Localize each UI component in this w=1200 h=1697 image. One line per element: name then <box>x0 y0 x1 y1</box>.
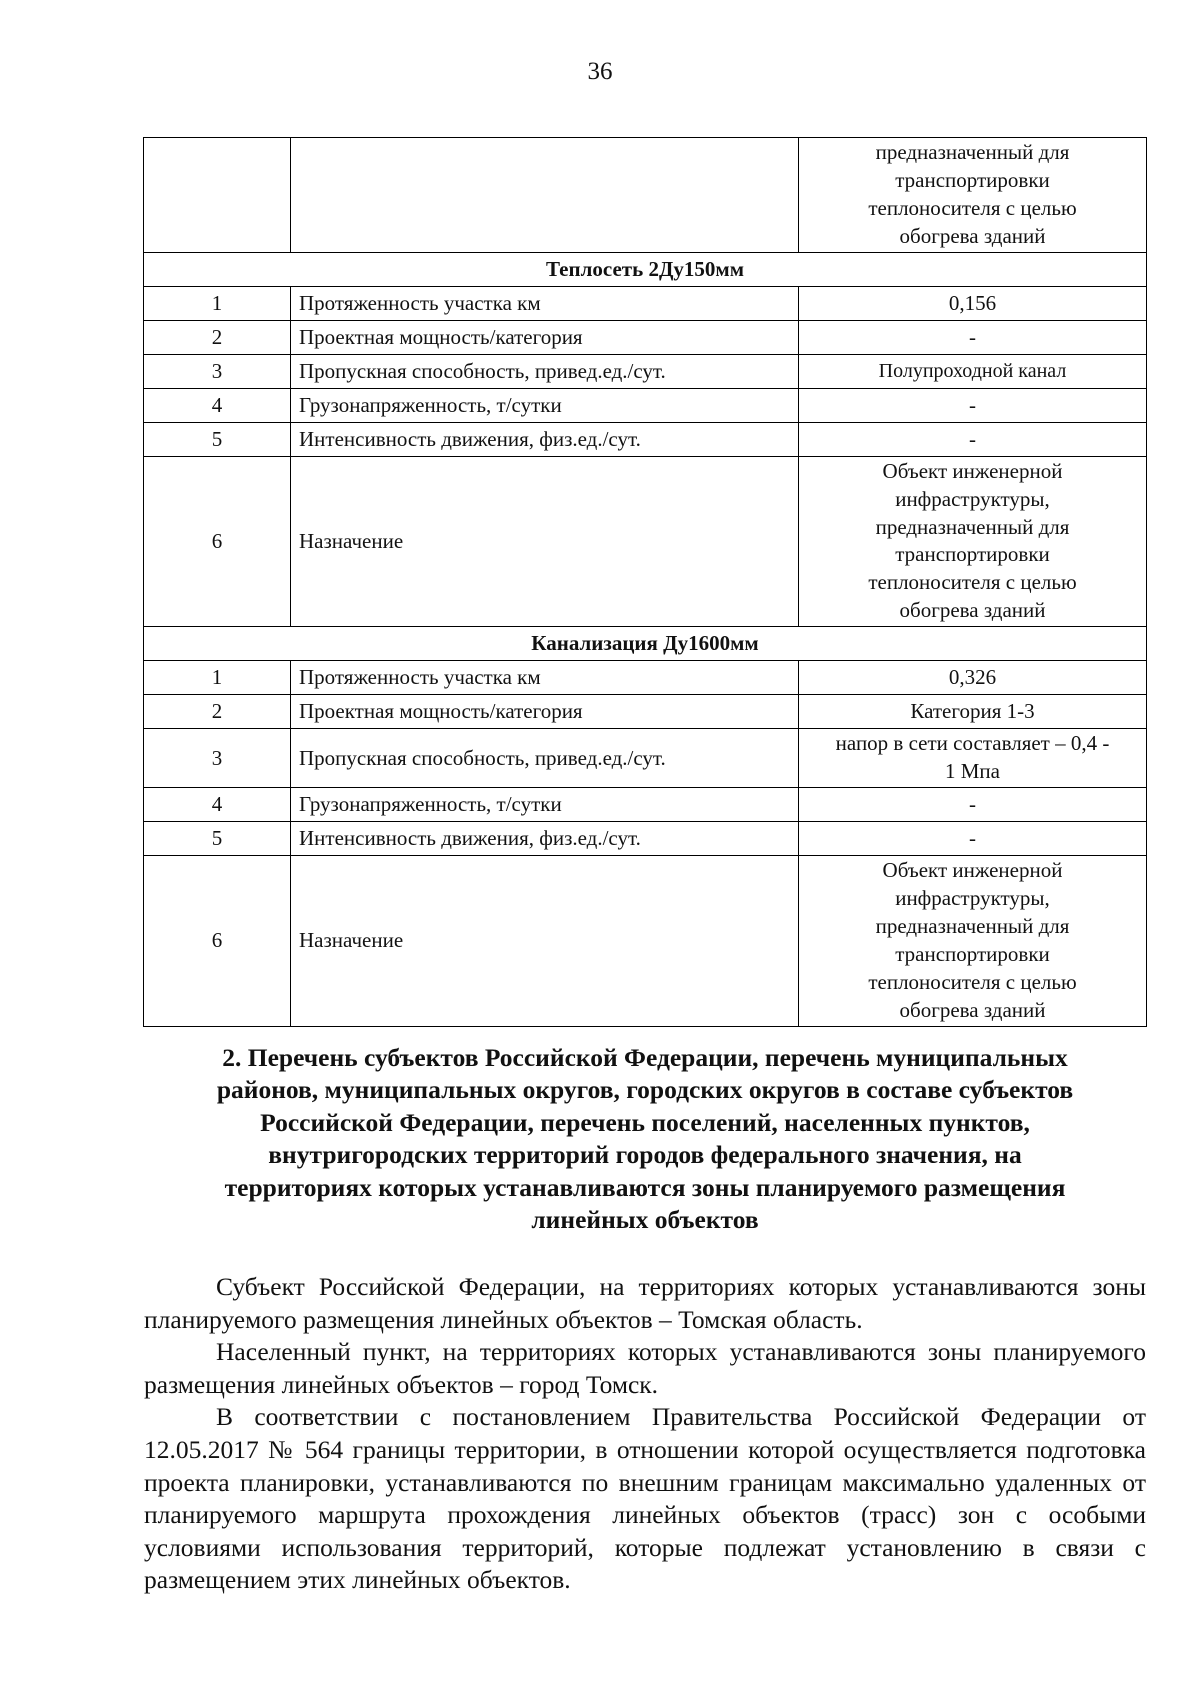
value-line: теплоносителя с целью <box>868 195 1077 220</box>
table-row <box>144 788 1147 822</box>
section-header-row <box>144 252 1147 286</box>
value-line: транспортировки <box>895 542 1050 567</box>
row-value: - <box>799 320 1147 354</box>
value-line: 1 Мпа <box>945 759 1000 784</box>
value-line: предназначенный для <box>875 140 1070 164</box>
heading-line: Российской Федерации, перечень поселений, населенных пунктов, <box>260 1107 1030 1137</box>
table-row <box>144 661 1147 695</box>
table-row <box>144 286 1147 320</box>
row-number: 2 <box>144 695 291 729</box>
row-value: 0,156 <box>799 286 1147 320</box>
section-header-row <box>144 627 1147 661</box>
section-heading <box>150 1042 1140 1236</box>
row-parameter: Пропускная способность, привед.ед./сут. <box>291 354 799 388</box>
value-line: инфраструктуры, <box>895 885 1050 910</box>
value-line: Объект инженерной <box>882 458 1063 483</box>
row-value: - <box>799 422 1147 456</box>
table-cell-num <box>144 138 291 253</box>
row-number: 3 <box>144 729 291 788</box>
value-line: теплоносителя с целью <box>868 969 1077 994</box>
row-parameter: Протяженность участка км <box>291 661 799 695</box>
row-value: Полупроходной канал <box>799 354 1147 388</box>
row-number: 4 <box>144 788 291 822</box>
table-row <box>144 354 1147 388</box>
row-parameter: Назначение <box>291 856 799 1027</box>
row-number: 3 <box>144 354 291 388</box>
row-value: - <box>799 388 1147 422</box>
heading-line: внутригородских территорий городов федерального значения, на <box>268 1140 1022 1170</box>
body-text <box>144 1271 1146 1597</box>
table-row <box>144 422 1147 456</box>
parameters-table <box>143 137 1147 1027</box>
value-line: обогрева зданий <box>899 223 1046 248</box>
row-value <box>799 456 1147 627</box>
heading-line: районов, муниципальных округов, городских округов в составе субъектов <box>216 1075 1074 1105</box>
table-row <box>144 695 1147 729</box>
section-title: Канализация Ду1600мм <box>144 627 1147 661</box>
table-row <box>144 320 1147 354</box>
table-row <box>144 456 1147 627</box>
row-number: 5 <box>144 422 291 456</box>
page-number: 36 <box>587 58 613 85</box>
row-parameter: Интенсивность движения, физ.ед./сут. <box>291 422 799 456</box>
paragraph: В соответствии с постановлением Правительства Российской Федерации от 12.05.2017 № 564 границы территории, в отношении которой осуществляется подготовка проекта планировки, устанавливаются по внешним границам максимально удаленных от планируемого маршрута прохождения линейных объектов (трасс) зон с особыми условиями использования территорий, которые подлежат установлению в связи с размещением этих линейных объектов. <box>144 1402 1146 1595</box>
paragraph: Субъект Российской Федерации, на территориях которых устанавливаются зоны планируемого размещения линейных объектов – Томская область. <box>144 1272 1146 1334</box>
value-line: предназначенный для <box>875 514 1070 539</box>
value-line: инфраструктуры, <box>895 486 1050 511</box>
row-parameter: Назначение <box>291 456 799 627</box>
row-value: 0,326 <box>799 661 1147 695</box>
row-parameter: Интенсивность движения, физ.ед./сут. <box>291 822 799 856</box>
row-parameter: Протяженность участка км <box>291 286 799 320</box>
row-value: - <box>799 788 1147 822</box>
value-line: обогрева зданий <box>899 598 1046 623</box>
row-parameter: Пропускная способность, привед.ед./сут. <box>291 729 799 788</box>
table-cell-value <box>799 138 1147 253</box>
value-line: транспортировки <box>895 167 1050 192</box>
row-number: 1 <box>144 661 291 695</box>
paragraph: Населенный пункт, на территориях которых устанавливаются зоны планируемого размещения линейных объектов – город Томск. <box>144 1337 1146 1399</box>
table-row <box>144 856 1147 1027</box>
table-row <box>144 822 1147 856</box>
table-row <box>144 388 1147 422</box>
row-number: 6 <box>144 456 291 627</box>
heading-line: линейных объектов <box>531 1205 759 1235</box>
table-row <box>144 138 1147 253</box>
row-value <box>799 856 1147 1027</box>
row-value: Категория 1-3 <box>799 695 1147 729</box>
row-number: 6 <box>144 856 291 1027</box>
value-line: обогрева зданий <box>899 997 1046 1022</box>
value-line: предназначенный для <box>875 913 1070 938</box>
value-line: транспортировки <box>895 941 1050 966</box>
row-parameter: Грузонапряженность, т/сутки <box>291 788 799 822</box>
value-line: Объект инженерной <box>882 858 1063 883</box>
row-value: - <box>799 822 1147 856</box>
row-number: 4 <box>144 388 291 422</box>
row-number: 5 <box>144 822 291 856</box>
row-number: 2 <box>144 320 291 354</box>
table-row <box>144 729 1147 788</box>
heading-line: территориях которых устанавливаются зоны планируемого размещения <box>224 1172 1066 1202</box>
row-parameter: Проектная мощность/категория <box>291 320 799 354</box>
row-parameter: Грузонапряженность, т/сутки <box>291 388 799 422</box>
table-cell-param <box>291 138 799 253</box>
heading-line: 2. Перечень субъектов Российской Федерации, перечень муниципальных <box>222 1043 1068 1072</box>
row-number: 1 <box>144 286 291 320</box>
row-parameter: Проектная мощность/категория <box>291 695 799 729</box>
value-line: теплоносителя с целью <box>868 570 1077 595</box>
value-line: напор в сети составляет – 0,4 - <box>835 731 1110 756</box>
row-value <box>799 729 1147 788</box>
section-title: Теплосеть 2Ду150мм <box>144 252 1147 286</box>
